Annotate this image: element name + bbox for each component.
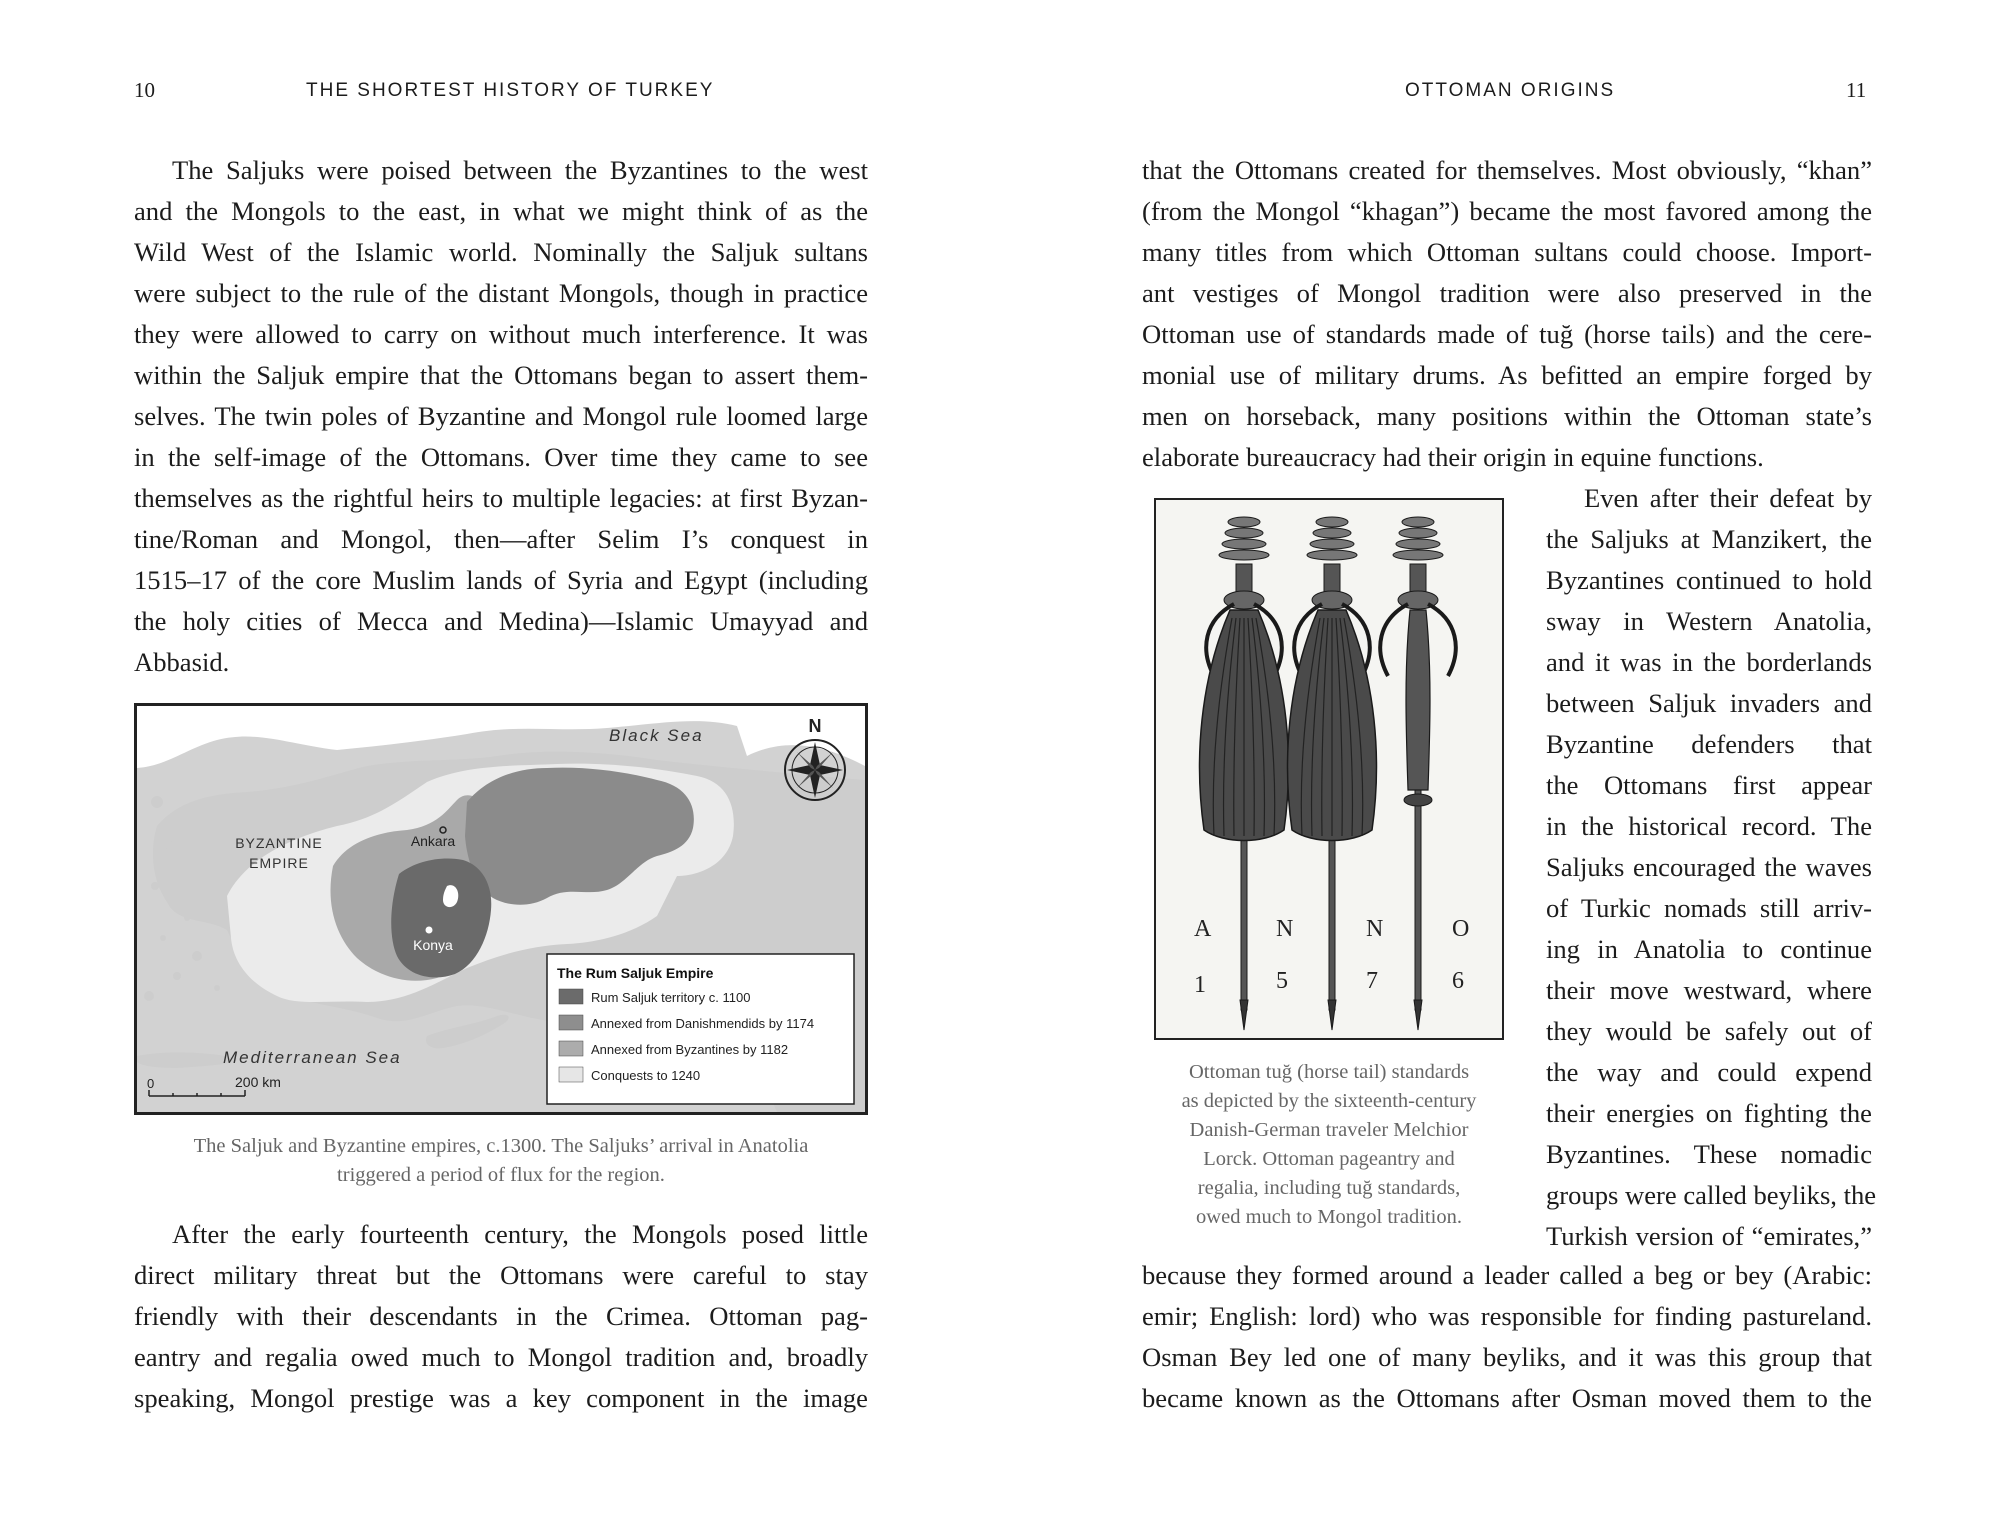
tug-part	[1404, 794, 1432, 806]
engraving-letter: O	[1452, 916, 1470, 942]
tug-part	[1316, 517, 1348, 527]
tug-part	[1406, 610, 1430, 790]
text-line: in the self-image of the Ottomans. Over time they came to see	[134, 442, 868, 472]
text-line: they would be safely out of	[1546, 1016, 1872, 1046]
page-number: 10	[134, 78, 155, 102]
text-line: Byzantine defenders that	[1546, 729, 1872, 759]
text-line: ant vestiges of Mongol tradition were also preserved in the	[1142, 278, 1872, 308]
tug-part	[1399, 528, 1437, 538]
tug-part	[1402, 517, 1434, 527]
text-line: Lorck. Ottoman pageantry and	[1203, 1148, 1455, 1170]
legend-swatch	[559, 1041, 583, 1056]
text-line: they were allowed to carry on without much interference. It was	[134, 319, 868, 349]
text-line: groups were called beyliks, the	[1546, 1180, 1877, 1210]
tug-part	[1219, 550, 1269, 560]
byzantine-label-line1: BYZANTINE	[235, 835, 323, 851]
text-line: were subject to the rule of the distant Mongols, though in practice	[134, 278, 868, 308]
legend-label: Annexed from Danishmendids by 1174	[591, 1016, 815, 1031]
text-line: and the Mongols to the east, in what we might think of as the	[134, 196, 868, 226]
running-head: OTTOMAN ORIGINS	[1405, 80, 1616, 101]
text-line: Even after their defeat by	[1584, 483, 1872, 513]
legend-swatch	[559, 1015, 583, 1030]
tug-part	[1313, 528, 1351, 538]
engraving-letter: N	[1276, 916, 1294, 942]
map-legend	[547, 954, 854, 1104]
compass-icon	[785, 740, 845, 800]
text-line: The Saljuks were poised between the Byzantines to the west	[172, 155, 868, 185]
tug-part	[1396, 539, 1440, 549]
text-line: Byzantines continued to hold	[1546, 565, 1872, 595]
text-line: emir; English: lord) who was responsible for finding pastureland.	[1142, 1301, 1872, 1331]
text-line: owed much to Mongol tradition.	[1196, 1206, 1462, 1228]
engraving-letter: 1	[1194, 972, 1206, 998]
legend-title: The Rum Saljuk Empire	[557, 965, 714, 981]
map-svg	[137, 706, 865, 1112]
text-line: their move westward, where	[1546, 975, 1872, 1005]
text-line: became known as the Ottomans after Osman moved them to the	[1142, 1383, 1872, 1413]
running-head: THE SHORTEST HISTORY OF TURKEY	[306, 80, 715, 101]
text-line: elaborate bureaucracy had their origin in equine functions.	[1142, 442, 1764, 472]
text-line: the Ottomans first appear	[1546, 770, 1872, 800]
map-caption	[134, 1132, 868, 1190]
engraving-letter: 5	[1276, 968, 1288, 994]
byzantine-label-line2: EMPIRE	[249, 855, 309, 871]
engraving-letter: 6	[1452, 968, 1464, 994]
text-line: and it was in the borderlands	[1546, 647, 1872, 677]
map-figure	[134, 703, 868, 1115]
body-paragraph	[1142, 150, 1872, 478]
text-line: of Turkic nomads still arriv-	[1546, 893, 1872, 923]
tug-part	[1228, 517, 1260, 527]
page-number: 11	[1846, 78, 1867, 102]
tug-caption	[1148, 1058, 1510, 1232]
text-line: as depicted by the sixteenth-century	[1181, 1090, 1477, 1112]
black-sea-label: Black Sea	[609, 726, 704, 745]
tug-part	[1307, 550, 1357, 560]
text-line: friendly with their descendants in the Crimea. Ottoman pag-	[134, 1301, 868, 1331]
text-line: Wild West of the Islamic world. Nominally the Saljuk sultans	[134, 237, 868, 267]
text-line: monial use of military drums. As befitted an empire forged by	[1142, 360, 1872, 390]
text-line: Osman Bey led one of many beyliks, and it was this group that	[1142, 1342, 1872, 1372]
text-line: their energies on fighting the	[1546, 1098, 1872, 1128]
tug-part	[1410, 564, 1426, 594]
text-line: Danish-German traveler Melchior	[1189, 1119, 1469, 1141]
text-line: that the Ottomans created for themselves. Most obviously, “khan”	[1142, 155, 1872, 185]
right-page	[1000, 0, 2000, 1514]
text-line: Turkish version of “emirates,”	[1546, 1221, 1872, 1251]
scale-label: 200 km	[235, 1074, 281, 1090]
ankara-label: Ankara	[410, 833, 456, 849]
tug-part	[1222, 539, 1266, 549]
text-line: the Saljuks at Manzikert, the	[1546, 524, 1872, 554]
body-paragraph-wrapped	[1546, 478, 1877, 1257]
compass-label: N	[808, 716, 822, 736]
text-line: because they formed around a leader called a beg or bey (Arabic:	[1142, 1260, 1872, 1290]
text-line: tine/Roman and Mongol, then—after Selim I’s conquest in	[134, 524, 868, 554]
body-paragraph	[134, 1214, 868, 1419]
text-line: sway in Western Anatolia,	[1546, 606, 1872, 636]
text-line: speaking, Mongol prestige was a key component in the image	[134, 1383, 868, 1413]
text-line: within the Saljuk empire that the Ottomans began to assert them-	[134, 360, 868, 390]
text-line: The Saljuk and Byzantine empires, c.1300. The Saljuks’ arrival in Anatolia	[193, 1135, 809, 1157]
engraving-letter: 7	[1366, 968, 1378, 994]
text-line: many titles from which Ottoman sultans could choose. Import-	[1142, 237, 1872, 267]
text-line: Ottoman use of standards made of tuğ (horse tails) and the cere-	[1142, 319, 1872, 349]
text-line: in the historical record. The	[1546, 811, 1872, 841]
text-line: (from the Mongol “khagan”) became the most favored among the	[1142, 196, 1872, 226]
engraving-letter: A	[1194, 916, 1212, 942]
text-line: ing in Anatolia to continue	[1546, 934, 1872, 964]
text-line: Saljuks encouraged the waves	[1546, 852, 1872, 882]
mediterranean-sea-label: Mediterranean Sea	[223, 1048, 402, 1067]
text-line: Ottoman tuğ (horse tail) standards	[1188, 1061, 1470, 1083]
legend-label: Rum Saljuk territory c. 1100	[591, 990, 751, 1005]
text-line: between Saljuk invaders and	[1546, 688, 1872, 718]
text-line: eantry and regalia owed much to Mongol tradition and, broadly	[134, 1342, 868, 1372]
tug-standards-engraving	[1154, 498, 1504, 1040]
text-line: triggered a period of flux for the region.	[337, 1164, 665, 1186]
legend-label: Conquests to 1240	[591, 1068, 701, 1083]
text-line: Abbasid.	[134, 647, 230, 677]
tug-part	[1236, 564, 1252, 594]
engraving-svg	[1156, 500, 1502, 1038]
legend-label: Annexed from Byzantines by 1182	[591, 1042, 789, 1057]
tug-part	[1225, 528, 1263, 538]
text-line: themselves as the rightful heirs to multiple legacies: at first Byzan-	[134, 483, 868, 513]
tug-part	[1324, 564, 1340, 594]
body-paragraph-continued	[1142, 1255, 1872, 1419]
text-line: regalia, including tuğ standards,	[1197, 1177, 1461, 1199]
text-line: direct military threat but the Ottomans were careful to stay	[134, 1260, 868, 1290]
text-line: selves. The twin poles of Byzantine and Mongol rule loomed large	[134, 401, 868, 431]
tug-part	[1393, 550, 1443, 560]
text-line: the holy cities of Mecca and Medina)—Islamic Umayyad and	[134, 606, 868, 636]
engraving-letter: N	[1366, 916, 1384, 942]
text-line: Byzantines. These nomadic	[1546, 1139, 1872, 1169]
tug-part	[1310, 539, 1354, 549]
body-paragraph	[134, 150, 868, 683]
text-line: men on horseback, many positions within the Ottoman state’s	[1142, 401, 1872, 431]
konya-marker	[426, 927, 432, 933]
legend-swatch	[559, 989, 583, 1004]
text-line: After the early fourteenth century, the Mongols posed little	[172, 1219, 868, 1249]
scale-zero: 0	[147, 1076, 155, 1091]
konya-label: Konya	[413, 937, 453, 953]
text-line: 1515–17 of the core Muslim lands of Syria and Egypt (including	[134, 565, 868, 595]
text-line: the way and could expend	[1546, 1057, 1872, 1087]
legend-swatch	[559, 1067, 583, 1082]
